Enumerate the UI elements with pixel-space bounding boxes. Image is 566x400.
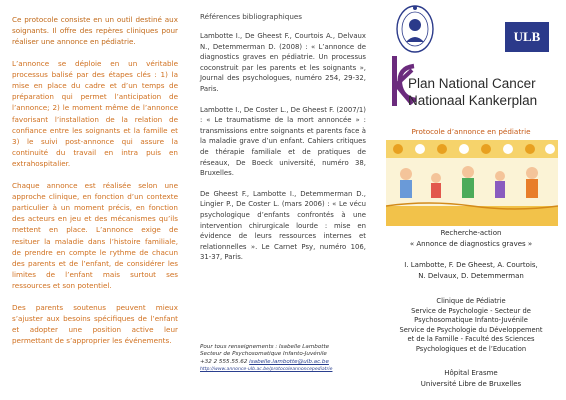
process-paragraph: L’annonce se déploie en un véritable processus balisé par des étapes clés : 1) la mise en place du cadre et d’un temps de préparation qui permet l’anticipation de l’annonce; 2) le moment même de l’annonce favorisant l’installation de la relation de confiance entre les soignants et la famille et 3) le suivi post-annonce qui assure la continuité du travail en intra puis en extrahospitalier. [12, 58, 178, 169]
authors-line: I. Lambotte, F. De Gheest, A. Courtois, [404, 261, 538, 269]
reference-item: De Gheest F., Lambotte I., Detemmerman D., Lingier P., De Coster L. (mars 2006) : « Le vécu psychologique d’enfants confrontés à une intervention chirurgicale lourde : mise en évidence de leurs ressources internes et relationnelles ». Le Carnet Psy, numéro 106, 31-37, Paris. [200, 189, 366, 262]
clinic-line: et de la Famille - Faculté des Sciences [407, 335, 535, 344]
clinic-line: Clinique de Pédiatrie [436, 297, 506, 305]
protocol-title: Protocole d’annonce en pédiatrie [411, 127, 531, 136]
reference-item: Lambotte I., De Gheest F., Courtois A., Delvaux N., Detemmerman D. (2008) : « L’annonce de diagnostics graves en pédiatrie. Un processus coconstruit par les parents et les soignants », Journal des psychologues, numéro 254, 29-32, Paris. [200, 32, 366, 93]
children-drawing-illustration [386, 140, 558, 226]
clinic-line: Service de Psychologie du Développement [399, 325, 543, 334]
erasme-seal-logo [396, 4, 434, 54]
reference-item: Lambotte I., De Coster L., De Gheest F. (2007/1) : « Le traumatisme de la mort annoncée » : transmissions entre soignants et parents face à la maladie grave d’un enfant. Cahiers critiques de thérapie familiale et de pratiques de réseaux, De Boeck université, numéro 38, Bruxelles. [200, 105, 366, 178]
clinic-block [376, 297, 566, 355]
contact-phone-email [200, 359, 370, 366]
contact-phone: +32 2 555.55.62 [200, 358, 248, 365]
clinic-line: Service de Psychologie - Secteur de [411, 306, 531, 315]
contact-block [200, 344, 370, 374]
middle-column [188, 0, 376, 400]
research-block [376, 228, 566, 249]
university-name: Université Libre de Bruxelles [420, 379, 522, 388]
plan-cancer-title-fr: Plan National Cancer [408, 76, 536, 91]
references-heading: Références bibliographiques [200, 12, 303, 21]
parents-paragraph: Des parents soutenus peuvent mieux s’ajuster aux besoins spécifiques de l’enfant et adopter une position active leur permettant de s’approprier les événements. [12, 302, 178, 346]
research-title: Recherche-action [440, 229, 502, 237]
research-subtitle: « Annonce de diagnostics graves » [409, 239, 533, 248]
authors-line: N. Delvaux, D. Detemmerman [418, 271, 524, 280]
hospital-block [376, 368, 566, 389]
contact-url-link[interactable]: http://www.annonce-ulb.ac.be/protocoleannoncepediatrie [200, 367, 333, 373]
contact-email-link[interactable]: isabelle.lambotte@ulb.ac.be [249, 358, 329, 365]
ulb-logo: ULB [505, 22, 549, 52]
plan-cancer-title-nl: Nationaal Kankerplan [408, 93, 538, 108]
approach-paragraph: Chaque annonce est réalisée selon une approche clinique, en fonction d’un contexte particulier à un moment précis, en fonction des acteurs en jeu et des mécanismes qu’ils mettent en place. L’annonce exige de resituer la maladie dans l’histoire familiale, de prendre en compte le rythme de chacun des parents et de l’enfant, de considérer les limites de l’enfant mais surtout ses ressources et son potentiel. [12, 180, 178, 291]
contact-line: Secteur de Psychosomatique Infanto-Juvénile [200, 351, 327, 358]
authors-block [376, 260, 566, 281]
clinic-line: Psychologiques et de l’Education [415, 344, 527, 353]
contact-line: Pour tous renseignements : Isabelle Lambotte [200, 344, 330, 350]
left-column [0, 0, 188, 400]
intro-paragraph: Ce protocole consiste en un outil destiné aux soignants. Il offre des repères cliniques pour réaliser une annonce en pédiatrie. [12, 15, 178, 47]
right-column [376, 0, 566, 400]
hospital-name: Hôpital Erasme [444, 369, 498, 377]
clinic-line: Psychosomatique Infanto-Juvénile [414, 316, 528, 325]
